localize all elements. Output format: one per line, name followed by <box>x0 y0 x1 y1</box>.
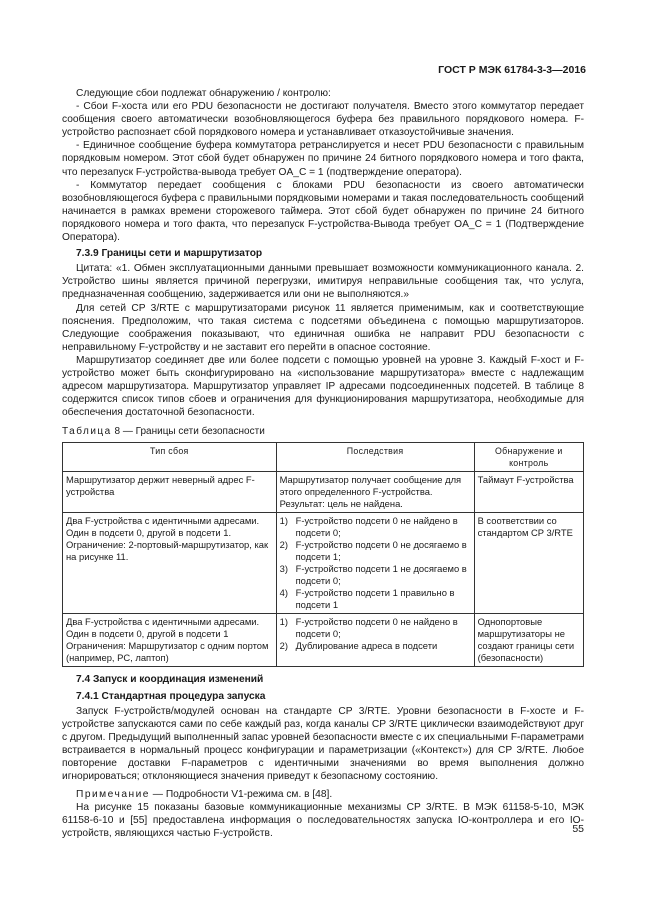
intro-paragraph: Следующие сбои подлежат обнаружению / контролю: <box>76 88 331 99</box>
list-number: 1) <box>279 616 288 628</box>
table-caption-prefix: Таблица <box>62 426 112 438</box>
fault-item-1: - Сбои F-хоста или его PDU безопасности не достигают получателя. Вместо этого коммутатор передает сообщения своего автоматически возобновляющегося буфера без правильного порядкового номера. F-устройство распознает сбой порядкового номера и устанавливает отказоустойчивые значения. <box>62 101 584 139</box>
section-heading-7-3-9: 7.3.9 Границы сети и маршрутизатор <box>76 248 263 260</box>
page-number: 55 <box>572 823 584 835</box>
table-header-row <box>63 443 584 472</box>
list-text: F-устройство подсети 1 не досягаемо в подсети 0; <box>295 563 467 587</box>
router-paragraph-2: Маршрутизатор соединяет две или более подсети с помощью уровней на уровне 3. Каждый F-хост и F-устройство может быть сконфигурировано на «использование маршрутизатора» вместе с надлежащим адресом маршрутизатора. Маршрутизатор управляет IP адресами подсоединенных подсетей. В таблице 8 содержится список типов сбоев и ограничения для функционирования маршрутизатора, необходимые для обеспечения достаточной безопасности. <box>62 354 584 419</box>
list-item <box>280 563 471 587</box>
network-boundaries-table <box>62 442 584 667</box>
list-item <box>280 515 471 539</box>
table-row <box>63 513 584 614</box>
table-cell-fault: Два F-устройства с идентичными адресами. Один в подсети 0, другой в подсети 1. Ограничение: 2-портовый-маршрутизатор, как на рисунке 11. <box>63 513 277 614</box>
list-number: 3) <box>279 563 288 575</box>
note <box>62 788 584 801</box>
router-paragraph-1: Для сетей CP 3/RTE с маршрутизаторами рисунок 11 является применимым, как и соответствующие пояснения. Предположим, что такая система с подсетями объединена с помощью маршрутизаторов. Следующие соображения показывают, что единичная ошибка не направит PDU безопасности с неправильному F-устройству и не заставит его перейти в опасное состояние. <box>62 302 584 353</box>
table-cell-detect: Таймаут F-устройства <box>474 472 583 513</box>
list-number: 2) <box>279 640 288 652</box>
note-text: — Подробности V1-режима см. в [48]. <box>149 789 333 801</box>
table-cell-detect: Однопортовые маршрутизаторы не создают границы сети (безопасности) <box>474 614 583 667</box>
table-cell-effect <box>276 513 474 614</box>
page-content <box>62 87 584 841</box>
list-item <box>280 539 471 563</box>
note-label: Примечание <box>76 789 150 801</box>
list-item <box>280 616 471 640</box>
startup-paragraph: Запуск F-устройств/модулей основан на стандарте CP 3/RTE. Уровни безопасности в F-хосте и F-устройстве запускаются сами по себе каждый раз, когда каналы CP 3/RTE циклически взаимодействуют друг с другом. Предыдущий выполненный запас уровней безопасности вместе с их специальными F-параметрами встраивается в нормальный процесс конфигурации и параметризации («Контекст») для CP 3/RTE. Любое повторение доставки F-параметров с идентичными значениями во время выполнения должно игнорироваться; отклоняющиеся значения приведут к безопасному состоянию. <box>62 705 584 783</box>
list-number: 1) <box>279 515 288 527</box>
list-number: 2) <box>279 539 288 551</box>
list-number: 4) <box>279 587 288 599</box>
section-heading-7-4: 7.4 Запуск и координация изменений <box>76 674 264 686</box>
list-text: Дублирование адреса в подсети <box>295 640 438 652</box>
section-heading-7-4-1: 7.4.1 Стандартная процедура запуска <box>76 690 266 702</box>
quote-paragraph: Цитата: «1. Обмен эксплуатационными данными превышает возможности коммуникационного канала. 2. Устройство шины является причиной перегрузки, имитируя неправильные сообщения так, что услуга, предназначенная сообщению, задерживается или они не выполняются.» <box>62 263 584 301</box>
list-item <box>280 587 471 611</box>
list-text: F-устройство подсети 0 не найдено в подсети 0; <box>295 515 458 539</box>
header-fault-type: Тип сбоя <box>63 443 277 472</box>
figure-reference-paragraph: На рисунке 15 показаны базовые коммуникационные механизмы CP 3/RTE. В МЭК 61158-5-10, МЭК 61158-6-10 и [55] предоставлена информация о последовательностях запуска IO-контроллера и его IO-устройств, являющихся частью F-устройств. <box>62 802 584 840</box>
table-cell-effect: Маршрутизатор получает сообщение для этого определенного F-устройства. Результат: цель не найдена. <box>276 472 474 513</box>
fault-item-3: - Коммутатор передает сообщения с блоками PDU безопасности из своего автоматически возобновляющегося буфера с правильными порядковыми номерами и такая последовательность сообщений начинается в рамках времени сторожевого таймера. Этот сбой будет обнаружен по причине 24 битного порядкового номера и того факта, что перезапуск F-устройства-Вывода требует OA_C = 1 (Подтверждение Оператора). <box>62 179 584 244</box>
header-effects: Последствия <box>276 443 474 472</box>
fault-item-2: - Единичное сообщение буфера коммутатора ретранслируется и несет PDU безопасности с правильным порядковым номером. Этот сбой будет обнаружен по причине 24 битного порядкового номера и того факта, что перезапуск F-устройства-вывода требует OA_C = 1 (подтверждение оператора). <box>62 140 584 178</box>
effects-list <box>280 616 471 652</box>
header-detection: Обнаружение и контроль <box>474 443 583 472</box>
effects-list <box>280 515 471 611</box>
table-caption <box>62 425 584 438</box>
list-text: F-устройство подсети 0 не досягаемо в подсети 1; <box>295 539 467 563</box>
table-row <box>63 614 584 667</box>
table-cell-fault: Маршрутизатор держит неверный адрес F-устройства <box>63 472 277 513</box>
list-text: F-устройство подсети 1 правильно в подсети 1 <box>295 587 455 611</box>
list-item <box>280 640 471 652</box>
table-row <box>63 472 584 513</box>
table-cell-effect <box>276 614 474 667</box>
list-text: F-устройство подсети 0 не найдено в подсети 0; <box>295 616 458 640</box>
table-cell-fault: Два F-устройства с идентичными адресами. Один в подсети 0, другой в подсети 1 Ограничения: Маршрутизатор с одним портом (например, PC, лаптоп) <box>63 614 277 667</box>
standard-header: ГОСТ Р МЭК 61784-3-3—2016 <box>438 64 586 76</box>
table-caption-text: 8 — Границы сети безопасности <box>111 426 265 438</box>
table-cell-detect: В соответствии со стандартом CP 3/RTE <box>474 513 583 614</box>
